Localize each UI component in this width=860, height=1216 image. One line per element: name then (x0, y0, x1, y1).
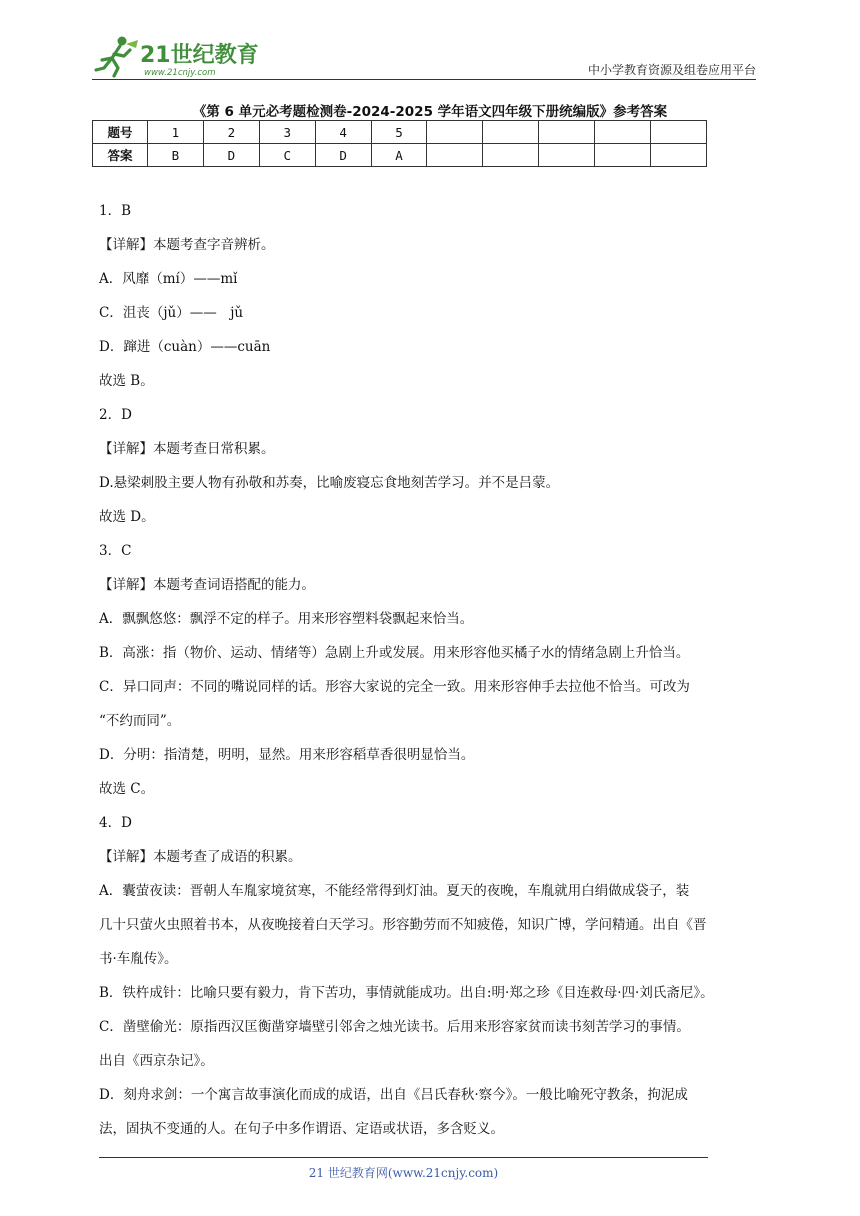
table-cell: 5 (371, 121, 427, 144)
table-cell: A (371, 144, 427, 167)
footer-divider (99, 1157, 708, 1158)
answer-explanations (99, 194, 765, 1146)
page-header (0, 0, 860, 90)
text-line: 2．D (99, 407, 132, 423)
table-cell: D (203, 144, 259, 167)
text-line: 1．B (99, 203, 132, 219)
logo-text: 21世纪教育 (140, 43, 259, 68)
text-line: D.悬梁刺股主要人物有孙敬和苏奏，比喻废寝忘食地刻苦学习。并不是吕蒙。 (99, 475, 560, 491)
table-cell: 4 (315, 121, 371, 144)
text-line: A．风靡（mí）——mǐ (99, 271, 238, 287)
text-line: D．分明：指清楚，明明，显然。用来形容稻草香很明显恰当。 (99, 747, 475, 763)
text-line: 几十只萤火虫照着书本，从夜晚接着白天学习。形容勤劳而不知疲倦，知识广博，学问精通。出自《晋 (99, 917, 707, 933)
table-cell (651, 144, 707, 167)
text-line: 出自《西京杂记》。 (99, 1053, 214, 1069)
table-cell: 2 (203, 121, 259, 144)
table-cell: B (148, 144, 204, 167)
text-line: A．囊萤夜读：晋朝人车胤家境贫寒，不能经常得到灯油。夏天的夜晚，车胤就用白绢做成袋子，装 (99, 883, 690, 899)
text-line: C．凿壁偷光：原指西汉匡衡凿穿墙壁引邻舍之烛光读书。后用来形容家贫而读书刻苦学习的事情。 (99, 1019, 690, 1035)
header-divider (92, 79, 756, 80)
row-header-answer: 答案 (93, 144, 148, 167)
text-line: 法，固执不变通的人。在句子中多作谓语、定语或状语，多含贬义。 (99, 1121, 504, 1137)
text-line: 【详解】本题考查日常积累。 (99, 441, 275, 457)
table-cell (427, 144, 483, 167)
text-line: 【详解】本题考查字音辨析。 (99, 237, 275, 253)
text-line: D．刻舟求剑：一个寓言故事演化而成的成语，出自《吕氏春秋·察今》。一般比喻死守教条，拘泥成 (99, 1087, 688, 1103)
table-cell (539, 121, 595, 144)
text-line: 【详解】本题考查词语搭配的能力。 (99, 577, 315, 593)
table-cell: 1 (148, 121, 204, 144)
table-cell (427, 121, 483, 144)
platform-name: 中小学教育资源及组卷应用平台 (587, 63, 756, 77)
text-line: 3．C (99, 543, 132, 559)
table-cell (651, 121, 707, 144)
text-line: D．蹿进（cuàn）——cuān (99, 339, 271, 355)
text-line: 4．D (99, 815, 132, 831)
text-line: A．飘飘悠悠：飘浮不定的样子。用来形容塑料袋飘起来恰当。 (99, 611, 474, 627)
table-cell (539, 144, 595, 167)
table-cell (595, 121, 651, 144)
row-header-number: 题号 (93, 121, 148, 144)
table-cell (483, 121, 539, 144)
document-title: 《第 6 单元必考题检测卷-2024-2025 学年语文四年级下册统编版》参考答案 (192, 104, 668, 120)
site-logo (92, 34, 262, 78)
table-cell (595, 144, 651, 167)
table-row-answers (93, 144, 707, 167)
text-line: B．高涨：指（物价、运动、情绪等）急剧上升或发展。用来形容他买橘子水的情绪急剧上升恰当。 (99, 645, 690, 661)
text-line: 故选 D。 (99, 509, 155, 525)
text-line: 故选 C。 (99, 781, 155, 797)
text-line: “不约而同”。 (99, 713, 181, 729)
footer-text[interactable]: 21 世纪教育网(www.21cnjy.com) (308, 1166, 499, 1180)
table-cell: 3 (259, 121, 315, 144)
text-line: 书·车胤传》。 (99, 951, 178, 967)
answer-table (92, 120, 707, 167)
text-line: 【详解】本题考查了成语的积累。 (99, 849, 302, 865)
table-row-numbers (93, 121, 707, 144)
text-line: C．异口同声：不同的嘴说同样的话。形容大家说的完全一致。用来形容伸手去拉他不恰当。可改为 (99, 679, 690, 695)
table-cell (483, 144, 539, 167)
table-cell: D (315, 144, 371, 167)
text-line: B．铁杵成针：比喻只要有毅力，肯下苦功，事情就能成功。出自:明·郑之珍《目连救母·四·刘氏斋尼》。 (99, 985, 714, 1001)
text-line: 故选 B。 (99, 373, 154, 389)
logo-url: www.21cnjy.com (144, 68, 216, 78)
table-cell: C (259, 144, 315, 167)
text-line: C．沮丧（jǔ）—— jǔ (99, 305, 244, 321)
